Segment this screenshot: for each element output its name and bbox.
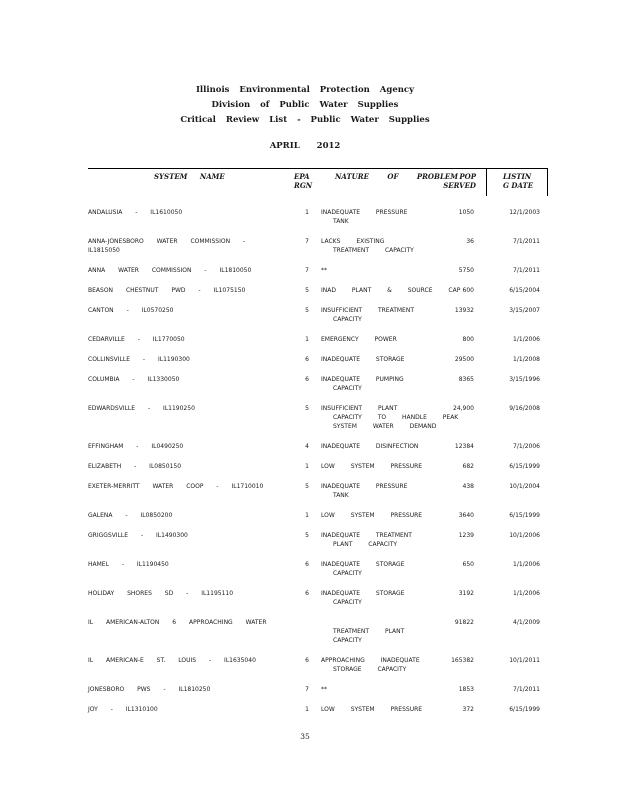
header-epa-rgn: EPA RGN	[294, 172, 313, 190]
cell-listing-date: 1/1/2006	[513, 561, 540, 568]
cell-listing-date: 10/1/2004	[509, 483, 540, 490]
cell-epa-rgn: 6	[305, 561, 309, 568]
cell-pop-served: 91822	[454, 619, 474, 626]
cell-nature-of-problem: INSUFFICIENT PLANT CAPACITY TO HANDLE PEAK SYSTEM WATER DEMAND	[321, 405, 459, 430]
cell-system-name: GALENA - IL0850200	[88, 512, 173, 519]
table-row	[88, 335, 548, 344]
table-row	[88, 462, 548, 471]
cell-pop-served: 3640	[458, 512, 474, 519]
cell-nature-of-problem: INAD PLANT & SOURCE CAP	[321, 287, 461, 294]
page-number: 35	[300, 732, 310, 741]
cell-epa-rgn: 6	[305, 590, 309, 597]
cell-epa-rgn: 6	[305, 356, 309, 363]
cell-nature-of-problem: INSUFFICIENT TREATMENT CAPACITY	[321, 307, 414, 323]
cell-epa-rgn: 6	[305, 376, 309, 383]
cell-system-name: ANDALUSIA - IL1610050	[88, 209, 183, 216]
table-row	[88, 705, 548, 714]
cell-pop-served: 800	[462, 336, 474, 343]
cell-nature-of-problem: INADEQUATE STORAGE CAPACITY	[321, 561, 405, 577]
cell-nature-of-problem: **	[321, 267, 327, 274]
table-header-row	[88, 168, 548, 196]
table-row	[88, 237, 548, 255]
cell-pop-served: 682	[462, 463, 474, 470]
cell-nature-of-problem: LOW SYSTEM PRESSURE	[321, 706, 423, 713]
cell-system-name: IL AMERICAN-ALTON 6 APPROACHING WATER	[88, 619, 267, 626]
cell-pop-served: 13932	[454, 307, 474, 314]
cell-listing-date: 4/1/2009	[513, 619, 540, 626]
cell-listing-date: 7/1/2011	[513, 238, 540, 245]
cell-epa-rgn: 1	[305, 706, 309, 713]
cell-epa-rgn: 6	[305, 657, 309, 664]
cell-pop-served: 8365	[458, 376, 474, 383]
cell-system-name: IL AMERICAN-E ST. LOUIS - IL1635040	[88, 657, 256, 664]
table-row	[88, 656, 548, 674]
cell-pop-served: 36	[466, 238, 474, 245]
cell-pop-served: 1050	[458, 209, 474, 216]
cell-system-name: ELIZABETH - IL0850150	[88, 463, 182, 470]
cell-system-name: EDWARDSVILLE - IL1190250	[88, 405, 195, 412]
cell-system-name: HAMEL - IL1190450	[88, 561, 169, 568]
cell-nature-of-problem: INADEQUATE DISINFECTION	[321, 443, 419, 450]
cell-nature-of-problem: INADEQUATE TREATMENT PLANT CAPACITY	[321, 532, 412, 548]
cell-listing-date: 6/15/1999	[509, 706, 540, 713]
cell-listing-date: 10/1/2011	[509, 657, 540, 664]
cell-nature-of-problem: INADEQUATE PRESSURE TANK	[321, 483, 408, 499]
cell-nature-of-problem: APPROACHING INADEQUATE STORAGE CAPACITY	[321, 657, 420, 673]
header-system-name: SYSTEM NAME	[154, 172, 225, 181]
cell-epa-rgn: 1	[305, 463, 309, 470]
cell-epa-rgn: 1	[305, 512, 309, 519]
cell-listing-date: 6/15/1999	[509, 463, 540, 470]
cell-system-name: JONESBORO PWS - IL1810250	[88, 686, 211, 693]
cell-system-name: JOY - IL1310100	[88, 706, 158, 713]
table-row	[88, 482, 548, 500]
cell-listing-date: 1/1/2006	[513, 590, 540, 597]
cell-pop-served: 438	[462, 483, 474, 490]
cell-listing-date: 7/1/2011	[513, 686, 540, 693]
header-listing-date: LISTIN G DATE	[486, 169, 548, 196]
table-row	[88, 404, 548, 431]
cell-listing-date: 7/1/2011	[513, 267, 540, 274]
cell-pop-served: 1853	[458, 686, 474, 693]
table-row	[88, 306, 548, 324]
cell-nature-of-problem: EMERGENCY POWER	[321, 336, 397, 343]
cell-nature-of-problem: INADEQUATE PUMPING CAPACITY	[321, 376, 404, 392]
cell-listing-date: 3/15/1996	[509, 376, 540, 383]
cell-pop-served: 372	[462, 706, 474, 713]
cell-system-name: CEDARVILLE - IL1770050	[88, 336, 185, 343]
cell-nature-of-problem: INADEQUATE PRESSURE TANK	[321, 209, 408, 225]
cell-system-name: BEASON CHESTNUT PWD - IL1075150	[88, 287, 246, 294]
cell-system-name: COLLINSVILLE - IL1190300	[88, 356, 190, 363]
cell-nature-of-problem: INADEQUATE STORAGE CAPACITY	[321, 590, 405, 606]
cell-nature-of-problem: LOW SYSTEM PRESSURE	[321, 463, 423, 470]
cell-pop-served: 24,900	[453, 405, 474, 412]
table-row	[88, 442, 548, 451]
cell-epa-rgn: 5	[305, 483, 309, 490]
cell-system-name: EXETER-MERRITT WATER COOP - IL1710010	[88, 483, 264, 490]
table-row	[88, 511, 548, 520]
cell-epa-rgn: 1	[305, 336, 309, 343]
cell-system-name: ANNA-JONESBORO WATER COMMISSION - IL1815050	[88, 238, 246, 254]
table-row	[88, 355, 548, 364]
cell-listing-date: 1/1/2006	[513, 336, 540, 343]
cell-system-name: COLUMBIA - IL1330050	[88, 376, 180, 383]
table-row	[88, 531, 548, 549]
cell-system-name: EFFINGHAM - IL0490250	[88, 443, 184, 450]
title-report-name: Critical Review List - Public Water Supplies	[180, 115, 430, 125]
table-row	[88, 286, 548, 295]
cell-system-name: ANNA WATER COMMISSION - IL1810050	[88, 267, 252, 274]
table-row	[88, 560, 548, 578]
cell-pop-served: 5750	[458, 267, 474, 274]
cell-pop-served: 29500	[454, 356, 474, 363]
cell-pop-served: 600	[462, 287, 474, 294]
cell-nature-of-problem: TREATMENT PLANT CAPACITY	[333, 628, 405, 644]
cell-pop-served: 1239	[458, 532, 474, 539]
table-body	[88, 208, 548, 714]
cell-nature-of-problem: LACKS EXISTING TREATMENT CAPACITY	[321, 238, 414, 254]
cell-epa-rgn: 5	[305, 307, 309, 314]
cell-listing-date: 3/15/2007	[509, 307, 540, 314]
cell-listing-date: 12/1/2003	[509, 209, 540, 216]
cell-epa-rgn: 7	[305, 238, 309, 245]
cell-listing-date: 9/16/2008	[509, 405, 540, 412]
table-row	[88, 618, 548, 645]
table-row	[88, 208, 548, 226]
cell-epa-rgn: 7	[305, 686, 309, 693]
cell-pop-served: 650	[462, 561, 474, 568]
cell-listing-date: 10/1/2006	[509, 532, 540, 539]
table-row	[88, 685, 548, 694]
table-row	[88, 589, 548, 607]
cell-system-name: HOLIDAY SHORES SD - IL1195110	[88, 590, 234, 597]
cell-listing-date: 6/15/2004	[509, 287, 540, 294]
cell-epa-rgn: 7	[305, 267, 309, 274]
cell-listing-date: 6/15/1999	[509, 512, 540, 519]
cell-pop-served: 3192	[458, 590, 474, 597]
critical-review-table	[88, 168, 548, 725]
header-nature-of-problem: NATURE OF PROBLEM	[335, 172, 458, 181]
title-division: Division of Public Water Supplies	[211, 100, 399, 110]
cell-epa-rgn: 1	[305, 209, 309, 216]
cell-epa-rgn: 5	[305, 287, 309, 294]
report-month: APRIL 2012	[269, 141, 341, 151]
cell-pop-served: 12384	[454, 443, 474, 450]
cell-epa-rgn: 5	[305, 532, 309, 539]
cell-nature-of-problem: LOW SYSTEM PRESSURE	[321, 512, 423, 519]
cell-epa-rgn: 5	[305, 405, 309, 412]
table-row	[88, 375, 548, 393]
title-agency: Illinois Environmental Protection Agency	[195, 85, 415, 95]
cell-system-name: GRIGGSVILLE - IL1490300	[88, 532, 188, 539]
header-pop-served: POP SERVED	[443, 172, 476, 190]
cell-system-name: CANTON - IL0570250	[88, 307, 174, 314]
cell-listing-date: 1/1/2008	[513, 356, 540, 363]
table-row	[88, 266, 548, 275]
cell-nature-of-problem: **	[321, 686, 327, 693]
cell-epa-rgn: 4	[305, 443, 309, 450]
cell-pop-served: 165382	[451, 657, 474, 664]
cell-listing-date: 7/1/2006	[513, 443, 540, 450]
document-title-block	[0, 83, 610, 128]
cell-nature-of-problem: INADEQUATE STORAGE	[321, 356, 405, 363]
